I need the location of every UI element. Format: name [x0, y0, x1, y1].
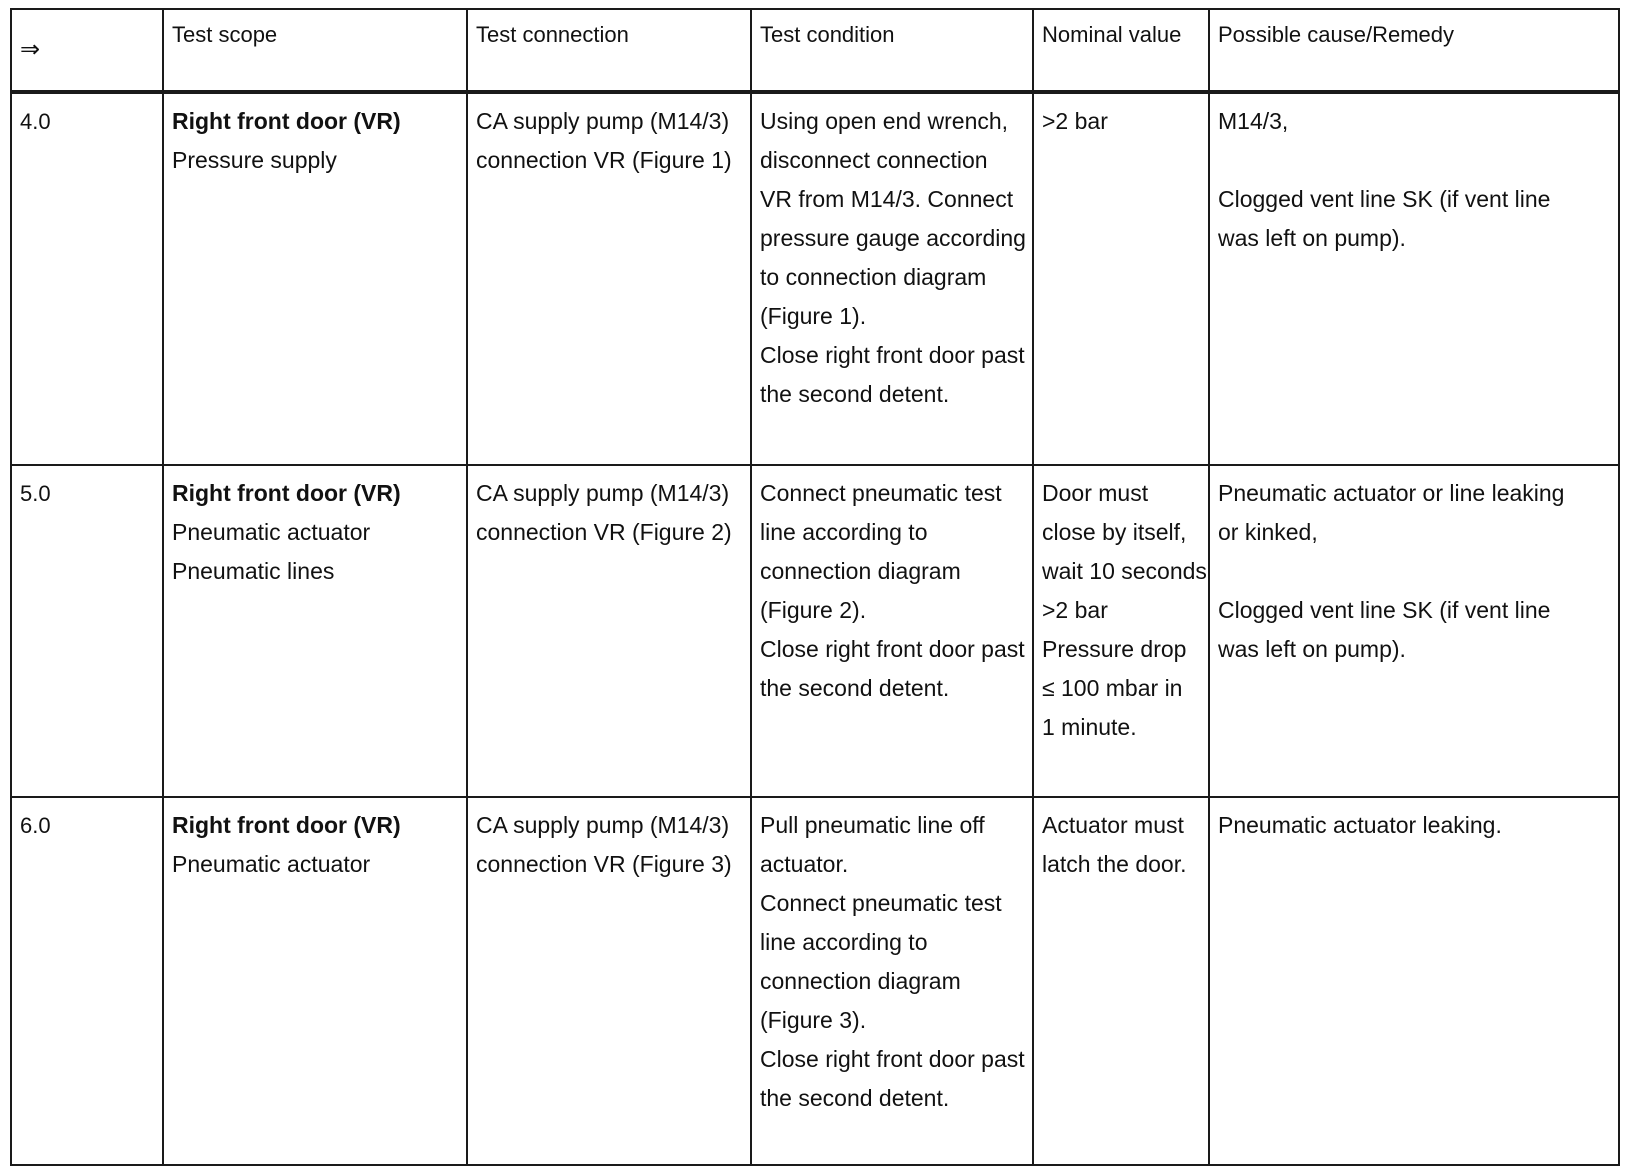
header-test-connection: Test connection — [467, 9, 751, 92]
condition-line: VR from M14/3. Connect — [760, 186, 1014, 212]
cause-line: was left on pump). — [1218, 225, 1406, 251]
cause-line: Pneumatic actuator leaking. — [1218, 812, 1502, 838]
step-number: 4.0 — [20, 109, 51, 134]
connection-line: CA supply pump (M14/3) — [476, 480, 730, 506]
step-number-cell — [11, 92, 163, 465]
test-connection-cell — [467, 92, 751, 465]
arrow-right-icon: ⇒ — [20, 35, 41, 63]
header-test-scope: Test scope — [163, 9, 467, 92]
nominal-line: >2 bar — [1042, 597, 1108, 623]
nominal-value-cell — [1033, 797, 1209, 1165]
condition-line: Pull pneumatic line off — [760, 812, 985, 838]
nominal-line: ≤ 100 mbar in — [1042, 675, 1183, 701]
condition-line: the second detent. — [760, 1085, 950, 1111]
scope-line: Pneumatic lines — [172, 558, 335, 584]
connection-line: CA supply pump (M14/3) — [476, 108, 730, 134]
possible-cause-cell — [1209, 465, 1619, 797]
condition-line: disconnect connection — [760, 147, 988, 173]
cause-line: was left on pump). — [1218, 636, 1406, 662]
table-row — [11, 92, 1619, 465]
scope-line: Pneumatic actuator — [172, 851, 371, 877]
connection-line: connection VR (Figure 3) — [476, 851, 732, 877]
scope-line: Pneumatic actuator — [172, 519, 371, 545]
condition-line: to connection diagram — [760, 264, 987, 290]
step-number-cell — [11, 465, 163, 797]
condition-line: Using open end wrench, — [760, 108, 1009, 134]
condition-line: pressure gauge according — [760, 225, 1026, 251]
cause-spacer — [1218, 552, 1610, 591]
test-condition-cell — [751, 92, 1033, 465]
cause-line: Clogged vent line SK (if vent line — [1218, 597, 1551, 623]
nominal-line: wait 10 seconds — [1042, 558, 1207, 584]
diagnostic-table — [10, 8, 1620, 1166]
table-header-row — [11, 9, 1619, 92]
nominal-line: >2 bar — [1042, 108, 1108, 134]
possible-cause-cell — [1209, 92, 1619, 465]
header-arrow — [11, 9, 163, 92]
scope-line: Pressure supply — [172, 147, 337, 173]
cause-line: M14/3, — [1218, 108, 1289, 134]
condition-line: actuator. — [760, 851, 849, 877]
condition-line: connection diagram — [760, 558, 961, 584]
step-number-cell — [11, 797, 163, 1165]
step-number: 6.0 — [20, 813, 51, 838]
scope-title: Right front door (VR) — [172, 812, 401, 838]
header-test-condition: Test condition — [751, 9, 1033, 92]
condition-line: (Figure 1). — [760, 303, 867, 329]
condition-line: Close right front door past — [760, 342, 1025, 368]
condition-line: Close right front door past — [760, 636, 1025, 662]
nominal-line: Pressure drop — [1042, 636, 1187, 662]
nominal-line: latch the door. — [1042, 851, 1187, 877]
nominal-line: Actuator must — [1042, 812, 1184, 838]
test-scope-cell — [163, 92, 467, 465]
scope-title: Right front door (VR) — [172, 480, 401, 506]
nominal-line: close by itself, — [1042, 519, 1187, 545]
nominal-value-cell — [1033, 92, 1209, 465]
test-condition-cell — [751, 797, 1033, 1165]
connection-line: CA supply pump (M14/3) — [476, 812, 730, 838]
test-connection-cell — [467, 797, 751, 1165]
condition-line: Connect pneumatic test — [760, 890, 1002, 916]
nominal-line: 1 minute. — [1042, 714, 1137, 740]
condition-line: Close right front door past — [760, 1046, 1025, 1072]
table-row — [11, 797, 1619, 1165]
step-number: 5.0 — [20, 481, 51, 506]
connection-line: connection VR (Figure 2) — [476, 519, 732, 545]
cause-line: Clogged vent line SK (if vent line — [1218, 186, 1551, 212]
cause-line: or kinked, — [1218, 519, 1318, 545]
test-condition-cell — [751, 465, 1033, 797]
header-possible-cause: Possible cause/Remedy — [1209, 9, 1619, 92]
test-connection-cell — [467, 465, 751, 797]
condition-line: the second detent. — [760, 381, 950, 407]
table-row — [11, 465, 1619, 797]
nominal-line: Door must — [1042, 480, 1149, 506]
condition-line: line according to — [760, 929, 928, 955]
condition-line: Connect pneumatic test — [760, 480, 1002, 506]
test-scope-cell — [163, 797, 467, 1165]
condition-line: the second detent. — [760, 675, 950, 701]
scope-title: Right front door (VR) — [172, 108, 401, 134]
diagnostic-table-page — [10, 8, 1618, 1170]
nominal-value-cell — [1033, 465, 1209, 797]
condition-line: (Figure 3). — [760, 1007, 867, 1033]
test-scope-cell — [163, 465, 467, 797]
possible-cause-cell — [1209, 797, 1619, 1165]
condition-line: (Figure 2). — [760, 597, 867, 623]
header-nominal-value: Nominal value — [1033, 9, 1209, 92]
condition-line: connection diagram — [760, 968, 961, 994]
condition-line: line according to — [760, 519, 928, 545]
connection-line: connection VR (Figure 1) — [476, 147, 732, 173]
cause-spacer — [1218, 141, 1610, 180]
cause-line: Pneumatic actuator or line leaking — [1218, 480, 1565, 506]
